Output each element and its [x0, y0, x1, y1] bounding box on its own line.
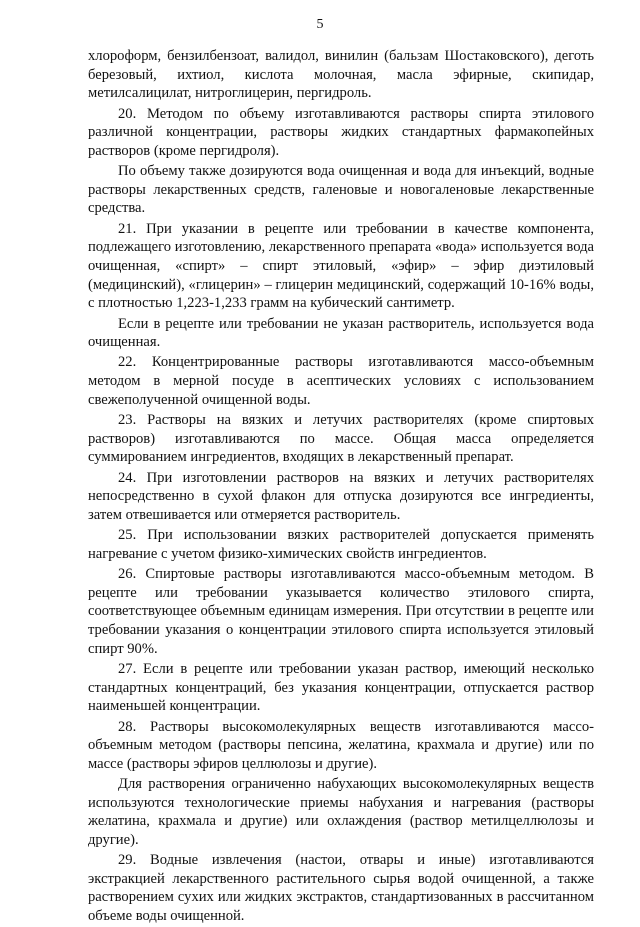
paragraph-27: 27. Если в рецепте или требовании указан раствор, имеющий несколько стандартных концентраций, без указания концентрации, отпускается раствор наименьшей концентрации. [88, 660, 594, 715]
paragraph-swelling: Для растворения ограниченно набухающих высокомолекулярных веществ используются технологические приемы набухания и нагревания (растворы желатина, крахмала и другие) или охлаждения (раствор метилцеллюлозы и другие). [88, 776, 594, 848]
page-number: 5 [316, 17, 324, 32]
paragraph-21: 21. При указании в рецепте или требовании в качестве компонента, подлежащего изготовлению, лекарственного препарата «вода» используется вода очищенная, «спирт» – спирт этиловый, «эфир» – эфир диэтиловый (медицинский), «глицерин» – глицерин медицинский, содержащий 10-16% воды, с плотностью 1,223-1,233 грамм на кубический сантиметр. [88, 220, 594, 312]
paragraph-continuation: хлороформ, бензилбензоат, валидол, винилин (бальзам Шостаковского), деготь березовый, ихтиол, кислота молочная, масла эфирные, скипидар, метилсалицилат, нитроглицерин, пергидроль. [88, 48, 594, 102]
paragraph-26: 26. Спиртовые растворы изготавливаются массо-объемным методом. В рецепте или требовании указывается количество этилового спирта, соответствующее объемным единицам измерения. При отсутствии в рецепте или требовании указания о концентрации этилового спирта используется этиловый спирт 90%. [88, 566, 594, 657]
paragraph-24: 24. При изготовлении растворов на вязких и летучих растворителях непосредственно в сухой флакон для отпуска дозируются все ингредиенты, затем отвешивается или отмеряется растворитель. [88, 469, 594, 523]
paragraph-28: 28. Растворы высокомолекулярных веществ изготавливаются массо-объемным методом (растворы пепсина, желатина, крахмала и другие) или по массе (растворы эфиров целлюлозы и другие). [88, 718, 594, 772]
paragraph-22: 22. Концентрированные растворы изготавливаются массо-объемным методом в мерной посуде в асептических условиях с использованием свежеполученной очищенной воды. [88, 354, 594, 408]
document-body [88, 47, 594, 927]
paragraph-23: 23. Растворы на вязких и летучих растворителях (кроме спиртовых растворов) изготавливаются по массе. Общая масса определяется суммированием ингредиентов, входящих в лекарственный препарат. [88, 412, 594, 466]
paragraph-25: 25. При использовании вязких растворителей допускается применять нагревание с учетом физико-химических свойств ингредиентов. [88, 527, 594, 562]
paragraph-29: 29. Водные извлечения (настои, отвары и иные) изготавливаются экстракцией лекарственного растительного сырья водой очищенной, а также растворением сухих или жидких экстрактов, стандартизованных в рассчитанном объеме воды очищенной. [88, 852, 594, 925]
paragraph-default-solvent: Если в рецепте или требовании не указан растворитель, используется вода очищенная. [88, 315, 594, 351]
paragraph-20: 20. Методом по объему изготавливаются растворы спирта этилового различной концентрации, растворы жидких стандартных фармакопейных растворов (кроме пергидроля). [88, 105, 594, 159]
paragraph-volume-dosing: По объему также дозируются вода очищенная и вода для инъекций, водные растворы лекарственных средств, галеновые и новогаленовые лекарственные средства. [88, 163, 594, 217]
